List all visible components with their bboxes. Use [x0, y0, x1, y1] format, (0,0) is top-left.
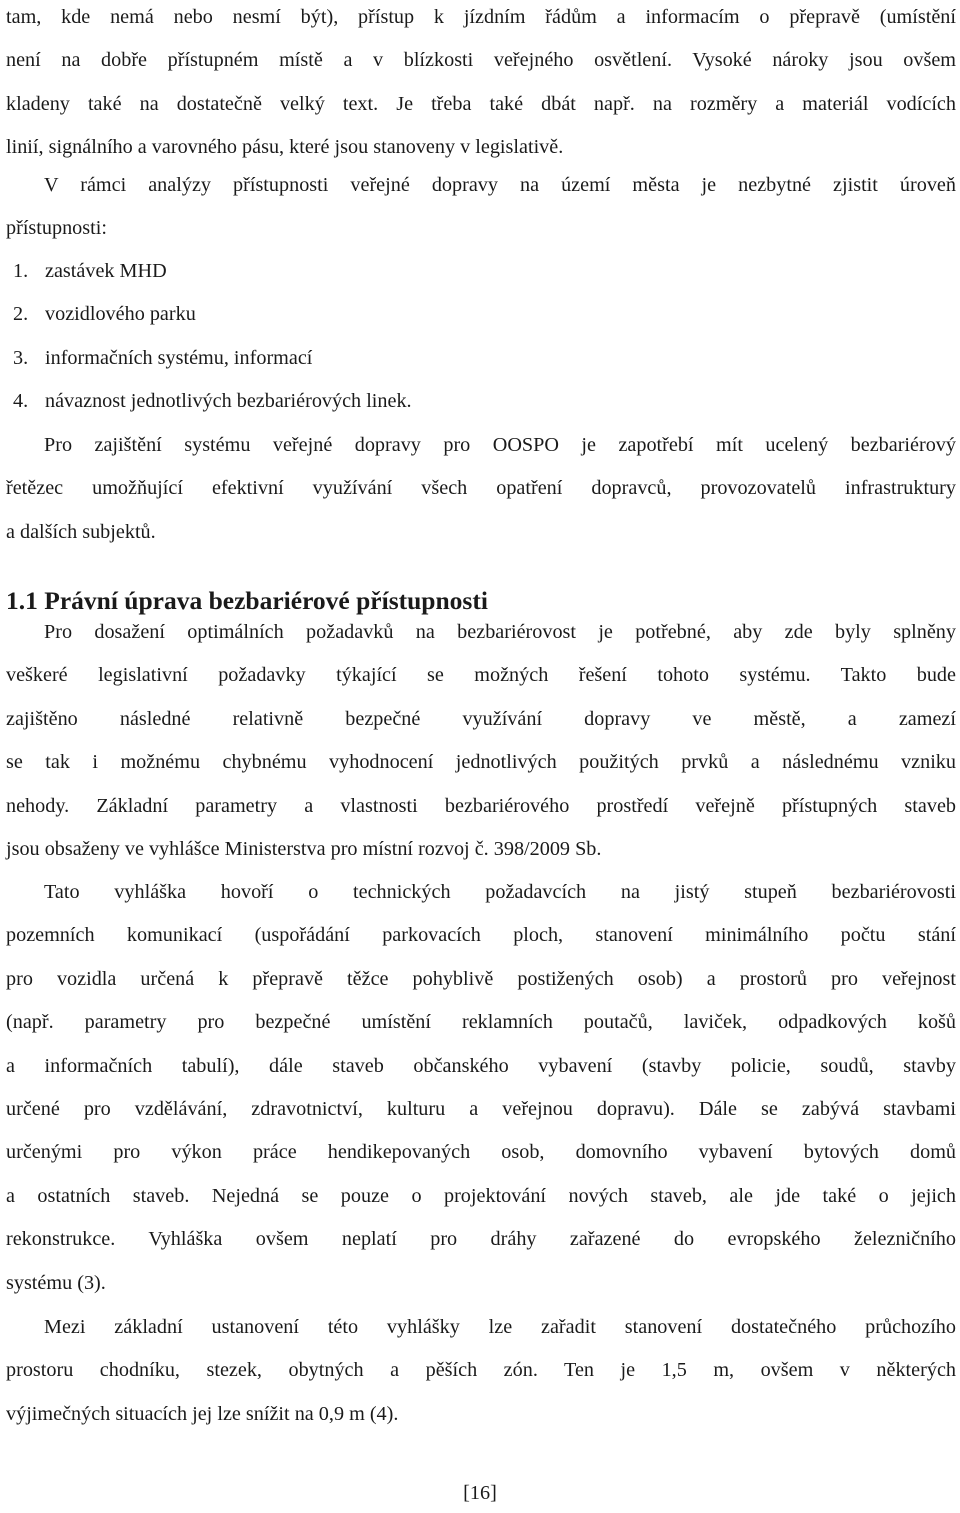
- text-line: V rámci analýzy přístupnosti veřejné dopravy na území města je nezbytné zjistit úroveň: [44, 174, 956, 196]
- text-line: a dalších subjektů.: [6, 520, 156, 543]
- list-item: [13, 293, 960, 336]
- list-item-text: návaznost jednotlivých bezbariérových linek.: [45, 390, 412, 413]
- list-item-text: zastávek MHD: [45, 260, 167, 282]
- text-line: rekonstrukce. Vyhláška ovšem neplatí pro dráhy zařazené do evropského železničního: [6, 1228, 956, 1251]
- text-line: tam, kde nemá nebo nesmí být), přístup k jízdním řádům a informacím o přepravě (umístění: [6, 6, 956, 28]
- text-line: linií, signálního a varovného pásu, které jsou stanoveny v legislativě.: [6, 136, 564, 159]
- text-line: přístupnosti:: [6, 217, 107, 240]
- text-line: Tato vyhláška hovoří o technických požadavcích na jistý stupeň bezbariérovosti: [44, 881, 956, 903]
- paragraph-oospo: [6, 424, 956, 554]
- text-line: Pro zajištění systému veřejné dopravy pro OOSPO je zapotřebí mít ucelený bezbariérový: [44, 434, 956, 456]
- page-number: [16]: [463, 1482, 497, 1504]
- text-line: určenými pro výkon práce hendikepovaných osob, domovního vybavení bytových domů: [6, 1141, 956, 1164]
- paragraph-analysis-intro: [6, 164, 956, 251]
- text-line: veškeré legislativní požadavky týkající se možných řešení tohoto systému. Takto bude: [6, 664, 956, 687]
- list-item-text: vozidlového parku: [45, 303, 196, 326]
- text-line: jsou obsaženy ve vyhlášce Ministerstva pro místní rozvoj č. 398/2009 Sb.: [6, 837, 602, 860]
- list-item-text: informačních systému, informací: [45, 346, 313, 369]
- list-item: [13, 250, 960, 293]
- text-line: určené pro vzdělávání, zdravotnictví, kulturu a veřejnou dopravu). Dále se zabývá stavbami: [6, 1097, 956, 1120]
- text-line: kladeny také na dostatečně velký text. Je třeba také dbát např. na rozměry a materiál vodících: [6, 92, 956, 115]
- text-line: systému (3).: [6, 1271, 106, 1294]
- paragraph-legislation: [6, 611, 956, 871]
- text-line: nehody. Základní parametry a vlastnosti bezbariérového prostředí veřejně přístupných staveb: [6, 794, 956, 817]
- list-item-number: 3.: [13, 346, 29, 369]
- list-item-number: 4.: [13, 390, 29, 413]
- text-line: Mezi základní ustanovení této vyhlášky lze zařadit stanovení dostatečného průchozího: [44, 1316, 956, 1338]
- text-line: není na dobře přístupném místě a v blízkosti veřejného osvětlení. Vysoké nároky jsou ovšem: [6, 49, 956, 72]
- text-line: (např. parametry pro bezpečné umístění reklamních poutačů, laviček, odpadkových košů: [6, 1011, 956, 1034]
- text-line: se tak i možnému chybnému vyhodnocení jednotlivých použitých prvků a následnému vzniku: [6, 751, 956, 774]
- text-line: pro vozidla určená k přepravě těžce pohyblivě postižených osob) a prostorů pro veřejnost: [6, 967, 956, 990]
- text-line: a informačních tabulí), dále staveb občanského vybavení (stavby policie, soudů, stavby: [6, 1054, 956, 1077]
- section-heading: 1.1 Právní úprava bezbariérové přístupnosti: [6, 586, 488, 615]
- text-line: pozemních komunikací (uspořádání parkovacích ploch, stanovení minimálního počtu stání: [6, 924, 956, 947]
- text-line: výjimečných situacích jej lze snížit na 0,9 m (4).: [6, 1402, 399, 1425]
- paragraph-passage-width: [6, 1306, 956, 1436]
- text-line: a ostatních staveb. Nejedná se pouze o projektování nových staveb, ale jde také o jejich: [6, 1184, 956, 1207]
- list-item: [13, 337, 960, 380]
- text-line: zajištěno následné relativně bezpečné využívání dopravy ve městě, a zamezí: [6, 707, 956, 730]
- numbered-list: [6, 250, 960, 424]
- text-line: prostoru chodníku, stezek, obytných a pěších zón. Ten je 1,5 m, ovšem v některých: [6, 1359, 956, 1382]
- text-line: Pro dosažení optimálních požadavků na bezbariérovost je potřebné, aby zde byly splněny: [44, 621, 956, 643]
- text-line: řetězec umožňující efektivní využívání všech opatření dopravců, provozovatelů infrastruktury: [6, 477, 956, 500]
- paragraph-decree: [6, 871, 956, 1305]
- list-item-number: 1.: [13, 260, 29, 282]
- list-item: [13, 380, 960, 423]
- paragraph-continuation: [6, 0, 956, 170]
- list-item-number: 2.: [13, 303, 29, 326]
